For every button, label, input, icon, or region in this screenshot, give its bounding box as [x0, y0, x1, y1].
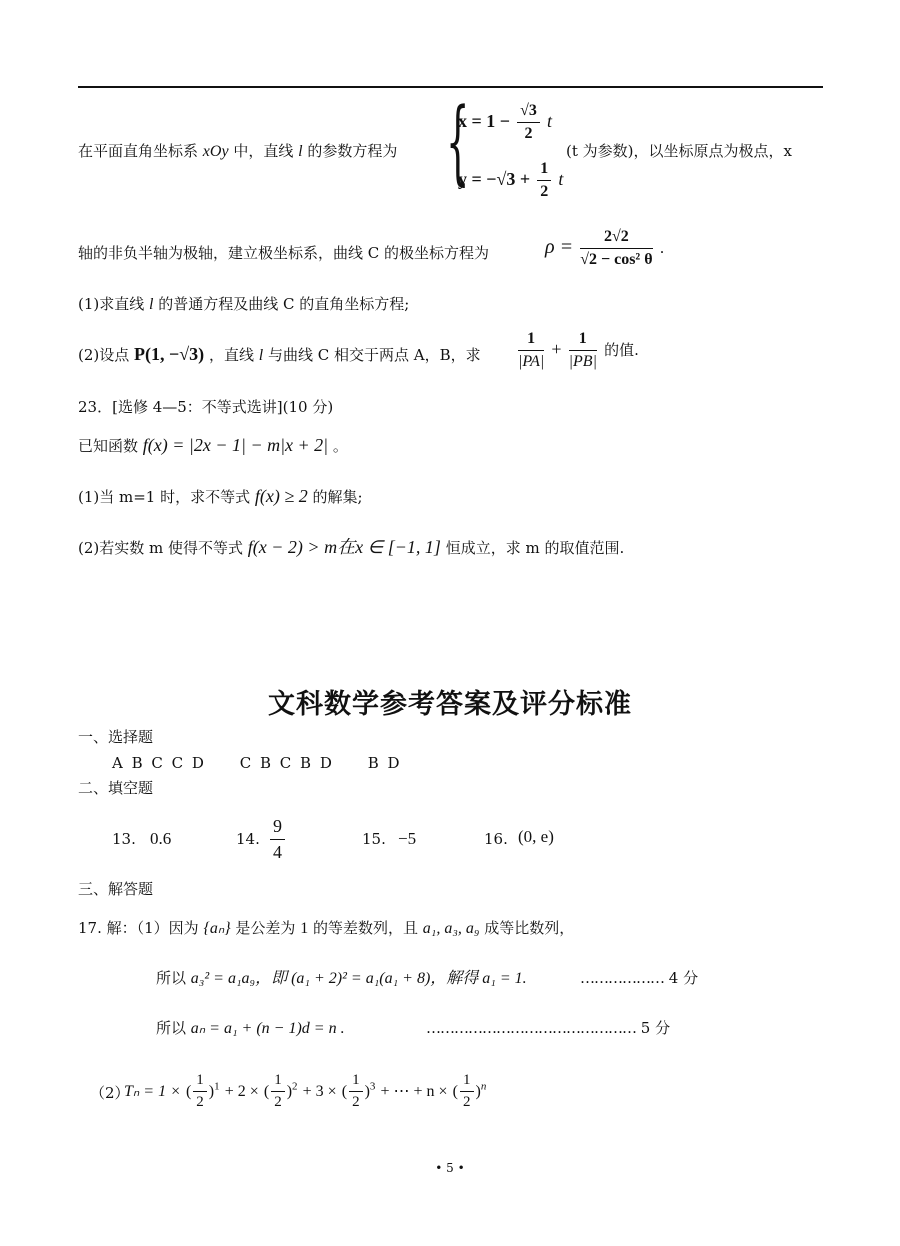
section-solution: 三、解答题 — [78, 880, 154, 898]
q22-xoy: xOy — [202, 143, 229, 160]
score-4 — [580, 971, 698, 986]
eq1-t: t — [546, 111, 552, 131]
half-den-1: 2 — [196, 1094, 204, 1110]
exp-3: 3 — [369, 1080, 376, 1093]
q23-p1-math: f(x) ≥ 2 — [254, 486, 308, 506]
fill-14-num: 9 — [270, 816, 285, 840]
rho-num: 2√2 — [580, 228, 652, 249]
tn-term3: + 3 × — [302, 1083, 337, 1100]
fill-15-value: −5 — [398, 829, 417, 848]
fill-14-label: 14. — [236, 830, 260, 848]
sol17-l3-a: 所以 — [156, 1019, 187, 1037]
fill-16-value: (0, e) — [518, 827, 554, 846]
sol17-b: 是公差为 — [235, 919, 296, 937]
tn-term2: + 2 × — [224, 1083, 259, 1100]
tn-lhs: Tₙ = 1 × — [124, 1083, 181, 1100]
choice-answers: A B C C D C B C B D B D — [112, 754, 402, 772]
sol17-l2-math: a₃² = a₁a₉，即 (a₁ + 2)² = a₁(a₁ + 8)，解得 a₁ = 1. — [190, 970, 527, 987]
section-choice: 一、选择题 — [78, 728, 154, 746]
fill-14-frac — [268, 816, 287, 863]
q22-intro-c: 的参数方程为 — [307, 142, 398, 160]
q22-part1-a: (1)求直线 — [78, 295, 145, 313]
q22-part2-l: l — [258, 347, 264, 364]
q22-part2-c: 与曲线 C 相交于两点 A，B，求 — [267, 346, 481, 364]
sol17-one: 1 — [300, 920, 309, 937]
half-num-2: 1 — [271, 1072, 285, 1092]
param-eq-1 — [458, 102, 552, 143]
sol17-line2 — [156, 971, 527, 987]
q22-intro-b: 中，直线 — [233, 142, 294, 160]
frac-pb — [569, 330, 597, 371]
q22-intro-a: 在平面直角坐标系 — [78, 142, 199, 160]
answers-title: 文科数学参考答案及评分标准 — [268, 689, 632, 720]
rho-equation — [545, 228, 664, 269]
frac-pa-den: |PA| — [518, 353, 545, 370]
half-den-n: 2 — [463, 1094, 471, 1110]
score-5-dots: ……………………………………… — [426, 1019, 636, 1037]
section-fill: 二、填空题 — [78, 779, 154, 797]
rho-den: √2 − cos² θ — [580, 251, 653, 268]
frac-pb-den: |PB| — [568, 353, 597, 370]
q22-part2-a: (2)设点 — [78, 346, 130, 364]
score-4-label: 4 分 — [668, 969, 699, 987]
eq1-frac — [517, 102, 540, 143]
tn-expression: Tₙ = 1 × ( $\frac{1}{2}$ )$^1$ + 2 × ( $\frac{1}{2}$ )$^2$ + 3 × ( $\frac{1}{2}$ )$^3$ + ⋯ + n × ( $\frac{1}{2}$ )$^n$ — [124, 1072, 487, 1110]
eq2-t: t — [558, 169, 564, 189]
q22-part2 — [78, 345, 481, 364]
point-P: P(1, −√3) — [134, 344, 205, 364]
half-num-n: 1 — [460, 1072, 474, 1092]
sol17-part2-label: （2） — [90, 1084, 130, 1102]
sol17-an: {aₙ} — [203, 920, 231, 937]
sol17-a: 17. 解：（1）因为 — [78, 919, 199, 937]
q23-p2-math: f(x − 2) > m在x ∈ [−1, 1] — [247, 537, 441, 557]
half-den-2: 2 — [274, 1094, 282, 1110]
eq1-num: √3 — [517, 102, 540, 123]
q23-part2 — [78, 538, 624, 556]
sol17-line3 — [156, 1021, 345, 1037]
eq1-den: 2 — [524, 125, 533, 142]
fill-16-label: 16. — [484, 830, 508, 848]
half-num-3: 1 — [349, 1072, 363, 1092]
q23-known — [78, 436, 348, 454]
q23-p2-b: 恒成立，求 m 的取值范围. — [445, 539, 625, 557]
q23-p1-b: 的解集; — [312, 488, 363, 506]
q22-line2: 轴的非负半轴为极轴，建立极坐标系，曲线 C 的极坐标方程为 — [78, 244, 490, 262]
sum-reciprocals — [516, 330, 639, 371]
frac-pb-num: 1 — [569, 330, 597, 351]
rho-end: . — [659, 239, 665, 257]
eq1-lhs: x = 1 − — [458, 111, 511, 131]
q23-known-end: 。 — [332, 437, 348, 455]
sol17-l2-a: 所以 — [156, 969, 187, 987]
system-brace: { — [446, 88, 470, 195]
eq2-num: 1 — [537, 160, 551, 181]
exp-2: 2 — [292, 1080, 298, 1093]
q23-p2-a: (2)若实数 m 使得不等式 — [78, 539, 244, 557]
q22-l: l — [298, 143, 303, 160]
fill-14-den: 4 — [273, 842, 282, 862]
exp-n: n — [480, 1080, 487, 1093]
half-num-1: 1 — [193, 1072, 207, 1092]
frac-pa — [518, 330, 544, 371]
param-eq-2 — [458, 160, 563, 201]
q22-intro — [78, 144, 397, 160]
half-den-3: 2 — [352, 1094, 360, 1110]
sol17-line1 — [78, 921, 574, 937]
score-5 — [426, 1021, 670, 1036]
page-number: • 5 • — [435, 1161, 465, 1175]
eq2-frac — [537, 160, 551, 201]
q22-part1-l: l — [149, 296, 154, 313]
eq2-den: 2 — [540, 183, 549, 200]
param-note: (t 为参数)，以坐标原点为极点，x — [566, 142, 792, 160]
tn-term4: + ⋯ + n × — [380, 1083, 448, 1100]
q22-part2-b: ，直线 — [208, 346, 254, 364]
fill-13-value: 0.6 — [150, 829, 172, 848]
q22-part1 — [78, 297, 409, 313]
q23-part1 — [78, 487, 363, 505]
q23-p1-a: (1)当 m=1 时，求不等式 — [78, 488, 251, 506]
score-5-label: 5 分 — [640, 1019, 671, 1037]
rho-lhs: ρ = — [545, 236, 574, 258]
q23-known-a: 已知函数 — [78, 437, 139, 455]
frac-pa-num: 1 — [518, 330, 544, 351]
plus-sign: + — [551, 339, 562, 359]
q22-part1-b: 的普通方程及曲线 C 的直角坐标方程; — [158, 295, 410, 313]
eq2-lhs: y = −√3 + — [458, 169, 531, 189]
sol17-c: 的等差数列，且 — [312, 919, 418, 937]
q23-heading: 23．[选修 4—5：不等式选讲](10 分) — [78, 398, 334, 416]
rho-frac — [580, 228, 652, 269]
sol17-d: 成等比数列， — [484, 919, 575, 937]
q22-part2-end: 的值. — [604, 341, 639, 359]
fill-13-label: 13. — [112, 830, 136, 848]
score-4-dots: ……………… — [580, 969, 664, 987]
sol17-l3-math: aₙ = a₁ + (n − 1)d = n . — [190, 1020, 345, 1037]
sol17-terms: a₁, a₃, a₉ — [422, 920, 480, 937]
fx-def: f(x) = |2x − 1| − m|x + 2| — [142, 435, 329, 455]
exp-1: 1 — [214, 1080, 220, 1093]
fill-15-label: 15. — [362, 830, 386, 848]
